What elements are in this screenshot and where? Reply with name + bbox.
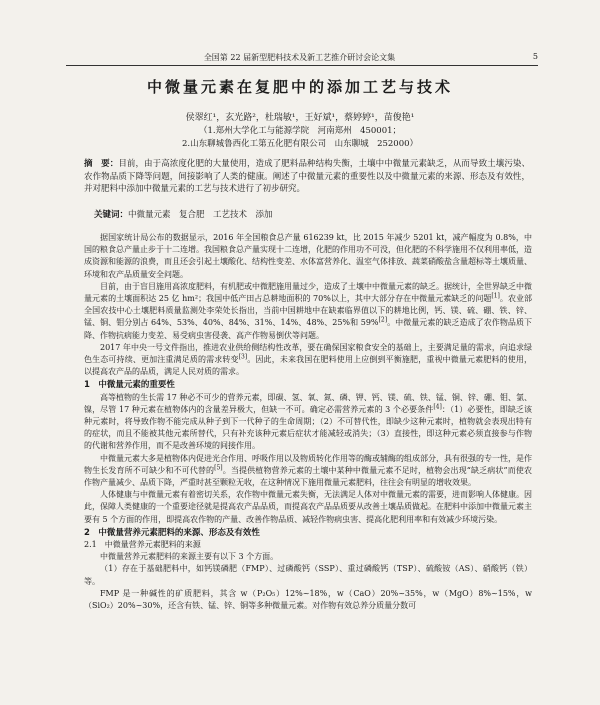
paragraph: 据国家统计局公布的数据显示，2016 年全国粮食总产量 616239 kt，比 2015 年减少 5201 kt，减产幅度为 0.8%，中国的粮食总产量止步于十二连增。我国粮食总产量实现十二连增，化肥的作用功不可没，但化肥的不科学施用不仅利用率低，造成资源和能源的浪费，而且还会引起土壤酸化、结构性变差、水体富营养化、温室气体排放、蔬菜硝酸盐含量超标等土壤质量、环境和农产品质量安全问题。 (84, 233, 532, 279)
paragraph: 2017 年中央一号文件指出，推进农业供给侧结构性改革，要在确保国家粮食安全的基础上，主要满足量的需求，向追求绿色生态可持续、更加注重满足质的需求转变[3]。因此，未来我国在肥料使用上应倒到平衡施肥，重视中微量元素肥料的使用，以提高农产品的品质，满足人民对质的需求。 (84, 342, 532, 377)
paragraph: FMP 是一种碱性的矿质肥料，其含 w（P₂O₅）12%~18%，w（CaO）20%~35%，w（MgO）8%~15%，w（SiO₂）20%~30%，还含有铁、锰、锌、铜等多种微量元素。对作物有效总养分质量分数可 (84, 588, 532, 611)
paragraph: 高等植物的生长需 17 种必不可少的营养元素，即碳、氢、氧、氮、磷、钾、钙、镁、硫、铁、锰、铜、锌、硼、钼、氯、镍，尽管 17 种元素在植物体内的含量差异极大，但缺一不可。确定必需营养元素的 3 个必要条件[4]：（1）必要性，即缺乏该种元素时，将导致作物不能完成从种子到下一代种子的生命周期；（2）不可替代性，即缺少这种元素时，植物就会表现出特有的症状，而且不能被其他元素所替代，只有补充该种元素后症状才能减轻或消失；（3）直接性，即这种元素必须直接参与作物的代谢和营养作用，而不是改善环境的间接作用。 (84, 392, 532, 451)
keywords-label: 关键词： (94, 210, 129, 220)
page-number: 5 (532, 52, 538, 61)
paragraph: 目前，由于盲目施用高浓度肥料，有机肥或中微肥施用量过少，造成了土壤中中微量元素的缺乏。据统计，全世界缺乏中微量元素的土壤面积达 25 亿 hm²；我国中低产田占总耕地面积的 70%以上，其中大部分存在中微量元素缺乏的问题[1]。农业部全国农技中心土壤肥料质量监测处李荣处长指出，当前中国耕地中在缺素临界值以下的耕地比例，钙、镁、硫、硼、铁、锌、锰、铜、钼分别占 64%、53%、40%、84%、31%、14%、48%、25%和 59%[2]。中微量元素的缺乏造成了农作物品质下降、作物抗病能力变差、易受病虫害侵袭、高产作物易倒伏等问题。 (84, 281, 533, 340)
running-header (66, 52, 538, 66)
paragraph: 中微量元素大多是植物体内促进光合作用、呼吸作用以及物质转化作用等的酶或辅酶的组成部分，具有很强的专一性，是作物生长发育所不可缺少和不可代替的[5]。当提供植物营养元素的土壤中某种中微量元素不足时，植物会出现“缺乏病状”而使农作物产量减少、品质下降，严重时甚至颗粒无收，在这种情况下施用微量元素肥料，往往会有明显的增收效果。 (84, 453, 533, 488)
keywords (94, 208, 273, 220)
abstract (84, 158, 530, 196)
conference-name: 全国第 22 届新型肥料技术及新工艺推介研讨会论文集 (203, 53, 396, 62)
abstract-label: 摘 要： (84, 159, 119, 169)
citation: [1] (491, 292, 500, 300)
citation: [3] (238, 353, 248, 361)
paragraph: 人体健康与中微量元素有着密切关系，农作物中微量元素失衡，无法满足人体对中微量元素的需要，进而影响人体健康。因此，保障人类健康的一个重要途径就是提高农产品品质，而提高农产品品质要从改善土壤品质做起。在肥料中添加中微量元素主要有 5 个方面的作用，即提高农作物的产量、改善作物品质、减轻作物病虫害、提高化肥利用率和有效减少环境污染。 (84, 490, 532, 524)
section-heading: 2 中微量营养元素肥料的来源、形态及有效性 (84, 527, 260, 538)
section-heading: 1 中微量元素的重要性 (84, 380, 175, 391)
body-text (84, 232, 532, 612)
citation: [5] (214, 464, 223, 472)
abstract-text: 目前，由于高浓度化肥的大量使用，造成了肥料品种结构失衡，土壤中中微量元素缺乏，从而导致土壤污染、农作物品质下降等问题，间接影响了人类的健康。阐述了中微量元素的重要性以及中微量元素的来源、形态及有效性，并对肥料中添加中微量元素的工艺与技术进行了初步研究。 (84, 159, 530, 194)
affiliation-2: 2.山东聊城鲁西化工第五化肥有限公司 山东聊城 252000） (181, 139, 419, 149)
affiliation-1: （1.郑州大学化工与能源学院 河南郑州 450001； (198, 126, 402, 136)
subsection-heading: 2.1 中微量营养元素肥料的来源 (84, 540, 201, 550)
keywords-text: 中微量元素 复合肥 工艺技术 添加 (128, 210, 273, 220)
citation: [4] (433, 403, 442, 411)
author-list: 侯翠红¹，玄光路²，杜瑞敏¹，王好斌¹，蔡婷婷¹，苗俊艳¹ (185, 113, 415, 123)
paragraph: （1）存在于基础肥料中，如钙镁磷肥（FMP）、过磷酸钙（SSP）、重过磷酸钙（TSP）、硫酸铵（AS）、硝酸钙（铁）等。 (84, 564, 532, 586)
citation: [2] (378, 316, 388, 324)
paper-title: 中微量元素在复肥中的添加工艺与技术 (146, 78, 453, 96)
paragraph: 中微量营养元素肥料的来源主要有以下 3 个方面。 (100, 552, 279, 562)
